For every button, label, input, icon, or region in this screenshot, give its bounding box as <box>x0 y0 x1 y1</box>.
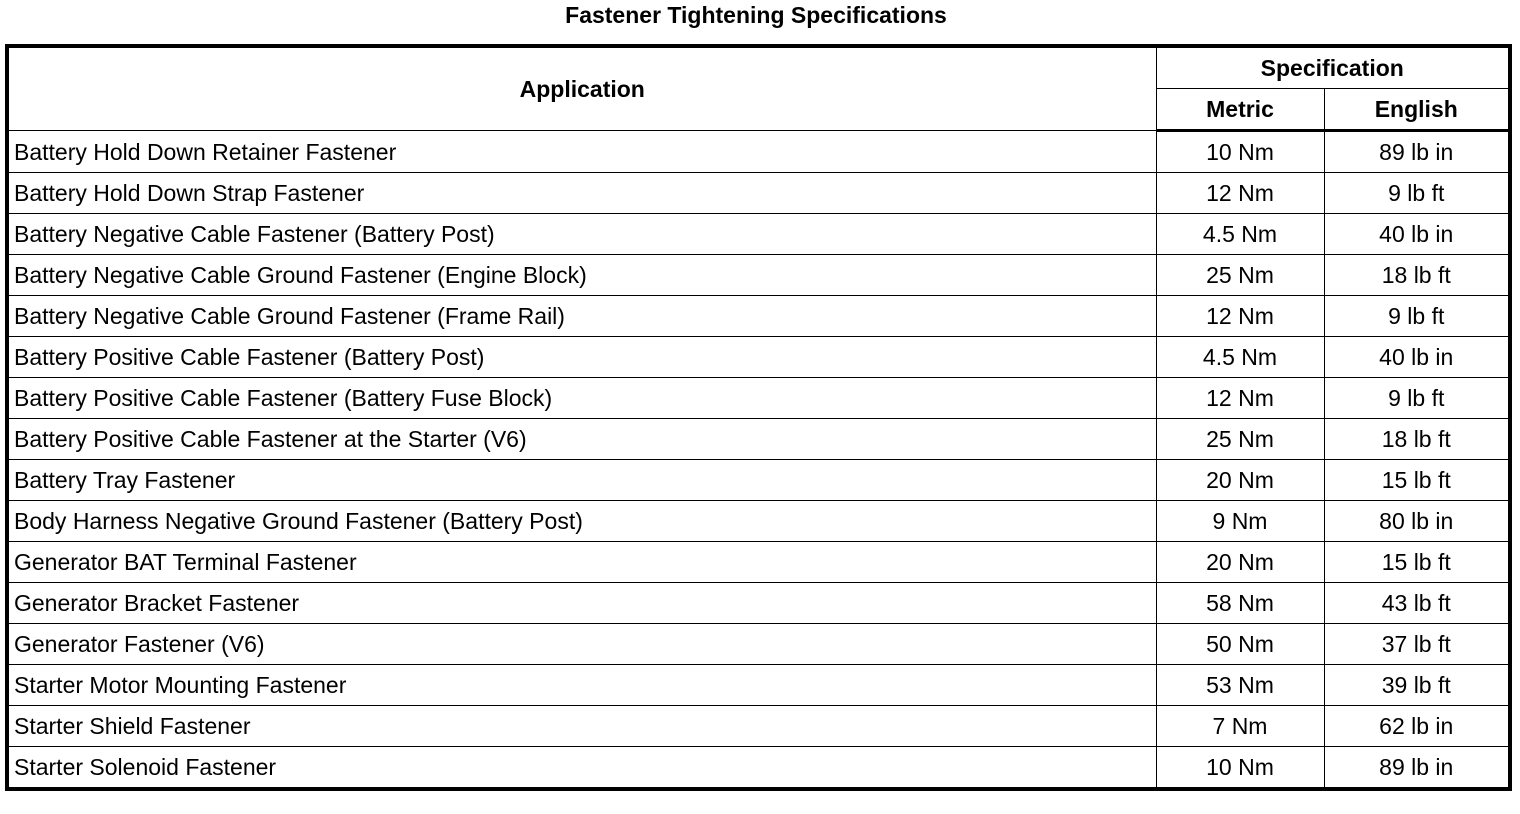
english-cell: 9 lb ft <box>1324 296 1510 337</box>
metric-cell: 20 Nm <box>1156 542 1324 583</box>
application-cell: Battery Negative Cable Ground Fastener (Frame Rail) <box>7 296 1156 337</box>
application-header: Application <box>7 46 1156 131</box>
metric-cell: 12 Nm <box>1156 173 1324 214</box>
application-cell: Battery Positive Cable Fastener at the Starter (V6) <box>7 419 1156 460</box>
application-cell: Generator Bracket Fastener <box>7 583 1156 624</box>
table-row <box>7 583 1510 624</box>
metric-cell: 20 Nm <box>1156 460 1324 501</box>
metric-cell: 25 Nm <box>1156 255 1324 296</box>
metric-cell: 4.5 Nm <box>1156 214 1324 255</box>
table-row <box>7 255 1510 296</box>
table-row <box>7 214 1510 255</box>
table-row <box>7 501 1510 542</box>
english-cell: 9 lb ft <box>1324 173 1510 214</box>
table-row <box>7 460 1510 501</box>
english-cell: 18 lb ft <box>1324 419 1510 460</box>
metric-header: Metric <box>1156 89 1324 131</box>
english-cell: 80 lb in <box>1324 501 1510 542</box>
application-cell: Starter Shield Fastener <box>7 706 1156 747</box>
metric-cell: 25 Nm <box>1156 419 1324 460</box>
table-row <box>7 337 1510 378</box>
application-cell: Battery Negative Cable Ground Fastener (Engine Block) <box>7 255 1156 296</box>
specification-header: Specification <box>1156 46 1510 89</box>
table-row <box>7 296 1510 337</box>
english-cell: 15 lb ft <box>1324 460 1510 501</box>
table-row <box>7 173 1510 214</box>
english-cell: 89 lb in <box>1324 131 1510 173</box>
metric-cell: 12 Nm <box>1156 296 1324 337</box>
english-cell: 15 lb ft <box>1324 542 1510 583</box>
application-cell: Battery Hold Down Strap Fastener <box>7 173 1156 214</box>
english-cell: 40 lb in <box>1324 337 1510 378</box>
table-row <box>7 747 1510 790</box>
application-cell: Generator Fastener (V6) <box>7 624 1156 665</box>
application-cell: Battery Positive Cable Fastener (Battery Fuse Block) <box>7 378 1156 419</box>
english-cell: 40 lb in <box>1324 214 1510 255</box>
metric-cell: 50 Nm <box>1156 624 1324 665</box>
application-cell: Generator BAT Terminal Fastener <box>7 542 1156 583</box>
table-row <box>7 542 1510 583</box>
table-row <box>7 706 1510 747</box>
english-cell: 37 lb ft <box>1324 624 1510 665</box>
metric-cell: 10 Nm <box>1156 747 1324 790</box>
table-title: Fastener Tightening Specifications <box>565 2 947 28</box>
table-body <box>7 131 1510 790</box>
metric-cell: 4.5 Nm <box>1156 337 1324 378</box>
table-row <box>7 378 1510 419</box>
table-row <box>7 131 1510 173</box>
application-cell: Body Harness Negative Ground Fastener (Battery Post) <box>7 501 1156 542</box>
metric-cell: 10 Nm <box>1156 131 1324 173</box>
table-row <box>7 624 1510 665</box>
metric-cell: 9 Nm <box>1156 501 1324 542</box>
metric-cell: 53 Nm <box>1156 665 1324 706</box>
table-row <box>7 419 1510 460</box>
application-cell: Battery Tray Fastener <box>7 460 1156 501</box>
metric-cell: 7 Nm <box>1156 706 1324 747</box>
application-cell: Starter Solenoid Fastener <box>7 747 1156 790</box>
application-cell: Battery Positive Cable Fastener (Battery Post) <box>7 337 1156 378</box>
english-cell: 89 lb in <box>1324 747 1510 790</box>
fastener-spec-table <box>5 44 1512 791</box>
application-cell: Battery Negative Cable Fastener (Battery Post) <box>7 214 1156 255</box>
english-cell: 9 lb ft <box>1324 378 1510 419</box>
table-header <box>7 46 1510 131</box>
metric-cell: 12 Nm <box>1156 378 1324 419</box>
english-cell: 43 lb ft <box>1324 583 1510 624</box>
application-cell: Starter Motor Mounting Fastener <box>7 665 1156 706</box>
metric-cell: 58 Nm <box>1156 583 1324 624</box>
application-cell: Battery Hold Down Retainer Fastener <box>7 131 1156 173</box>
english-cell: 62 lb in <box>1324 706 1510 747</box>
english-header: English <box>1324 89 1510 131</box>
english-cell: 39 lb ft <box>1324 665 1510 706</box>
table-row <box>7 665 1510 706</box>
english-cell: 18 lb ft <box>1324 255 1510 296</box>
